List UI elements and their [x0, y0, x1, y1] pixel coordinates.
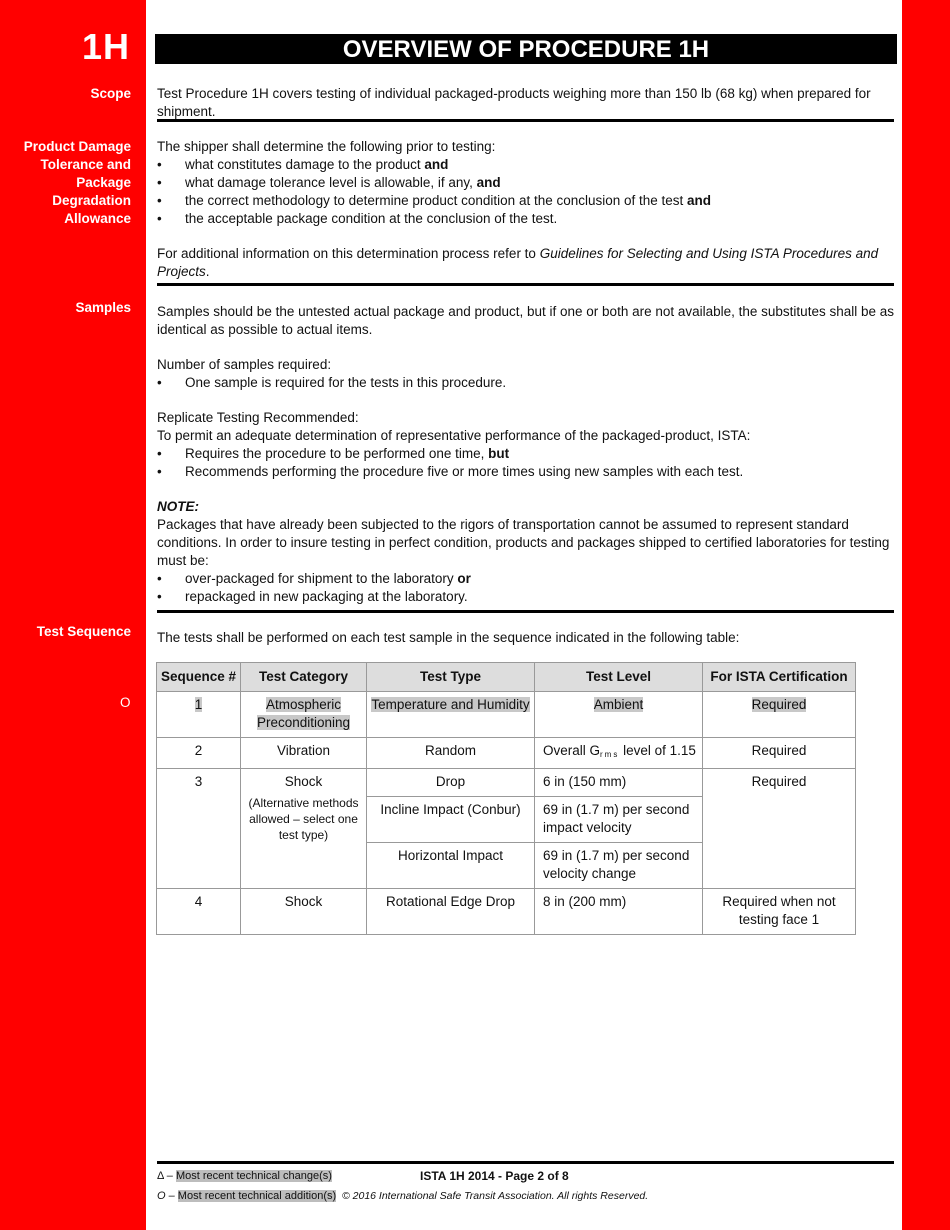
table-cell: 4: [157, 889, 241, 935]
section-divider: [157, 119, 894, 122]
delta-symbol: Δ –: [157, 1170, 176, 1182]
table-row: [157, 769, 856, 797]
table-cell: 8 in (200 mm): [535, 889, 703, 935]
cell-text: 1: [194, 697, 203, 712]
section-label-samples: Samples: [75, 300, 131, 315]
list-item: [157, 156, 897, 174]
table-cell: Incline Impact (Conbur): [367, 797, 535, 843]
list-item: [157, 210, 897, 228]
bullet-text: over-packaged for shipment to the laboratory: [185, 571, 458, 586]
cell-text: Required: [751, 697, 807, 712]
reference-suffix: .: [205, 264, 210, 279]
reference-title: Guidelines for Selecting and Using ISTA Procedures and Projects: [157, 246, 879, 279]
table-cell: 2: [157, 738, 241, 769]
procedure-code: 1H: [81, 26, 130, 67]
footer-divider: [157, 1161, 894, 1164]
section-divider: [157, 610, 894, 613]
table-cell: 69 in (1.7 m) per second velocity change: [535, 843, 703, 889]
bullet-bold: but: [488, 446, 510, 461]
table-cell: Rotational Edge Drop: [367, 889, 535, 935]
page-title: OVERVIEW OF PROCEDURE 1H: [155, 34, 897, 64]
bullet-text: the correct methodology to determine product condition at the conclusion of the test: [185, 193, 688, 208]
right-red-border: [902, 0, 950, 1230]
page-number: ISTA 1H 2014 - Page 2 of 8: [420, 1169, 569, 1183]
bullet-text: repackaged in new packaging at the laboratory.: [185, 589, 468, 604]
cell-subscript: rms: [600, 750, 620, 759]
section-label-scope: Scope: [90, 86, 131, 101]
cell-note: (Alternative methods allowed – select one test type): [248, 796, 359, 842]
scope-text: Test Procedure 1H covers testing of individual packaged-products weighing more than 150 lb (68 kg) when prepared for shipment.: [157, 86, 871, 119]
table-cell: Drop: [367, 769, 535, 797]
column-header: Test Category: [241, 663, 367, 692]
table-cell: 6 in (150 mm): [535, 769, 703, 797]
bullet-bold: and: [424, 157, 449, 172]
table-cell: Required when not testing face 1: [703, 889, 856, 935]
footer-change-legend: [157, 1169, 332, 1183]
reference-prefix: For additional information on this determination process refer to: [157, 246, 540, 261]
table-cell: 3: [157, 769, 241, 889]
list-item: [157, 445, 897, 463]
bullet-text: what constitutes damage to the product: [185, 157, 425, 172]
list-item: [157, 374, 897, 392]
legend-text: Most recent technical addition(s): [177, 1190, 337, 1202]
replicate-label: Replicate Testing Recommended:: [157, 410, 359, 425]
samples-paragraph: Samples should be the untested actual package and product, but if one or both are not available, the substitutes shall be as identical as possible to actual items.: [157, 304, 894, 337]
damage-section: [157, 138, 897, 281]
label-line: Product Damage: [23, 139, 131, 154]
table-cell: [241, 692, 367, 738]
column-header: Test Type: [367, 663, 535, 692]
bullet-text: One sample is required for the tests in this procedure.: [185, 375, 507, 390]
copyright: © 2016 International Safe Transit Association. All rights Reserved.: [342, 1190, 649, 1202]
bullet-text: what damage tolerance level is allowable, if any,: [185, 175, 477, 190]
table-cell: [367, 692, 535, 738]
cell-text: Atmospheric Preconditioning: [256, 697, 351, 730]
note-text: Packages that have already been subjected to the rigors of transportation cannot be assumed to represent standard conditions. In order to insure testing in perfect condition, products and packages shipped to certified laboratories for testing must be:: [157, 517, 890, 568]
label-line: Allowance: [64, 211, 131, 226]
o-symbol: O –: [157, 1190, 178, 1202]
column-header: Sequence #: [157, 663, 241, 692]
table-cell: [241, 769, 367, 889]
section-label-damage: [24, 138, 131, 228]
replicate-intro: To permit an adequate determination of representative performance of the packaged-product, ISTA:: [157, 428, 751, 443]
table-cell: Horizontal Impact: [367, 843, 535, 889]
list-item: [157, 463, 897, 481]
table-cell: Required: [703, 738, 856, 769]
table-cell: Random: [367, 738, 535, 769]
cell-text: Shock: [284, 774, 323, 789]
table-cell: Vibration: [241, 738, 367, 769]
section-label-test-sequence: Test Sequence: [36, 624, 131, 639]
table-cell: [703, 692, 856, 738]
section-divider: [157, 283, 894, 286]
footer-addition-legend: [157, 1189, 336, 1203]
cell-text: Ambient: [593, 697, 644, 712]
bullet-text: Recommends performing the procedure five or more times using new samples with each test.: [185, 464, 744, 479]
table-header-row: [157, 663, 856, 692]
table-cell: Shock: [241, 889, 367, 935]
bullet-bold: or: [457, 571, 471, 586]
test-sequence-table: [156, 662, 856, 935]
note-label-text: NOTE:: [157, 499, 199, 514]
list-item: [157, 174, 897, 192]
damage-reference: [157, 245, 897, 281]
column-header: For ISTA Certification: [703, 663, 856, 692]
table-cell: [157, 692, 241, 738]
samples-section: [157, 303, 897, 606]
list-item: [157, 570, 897, 588]
cell-text: Overall G: [543, 743, 601, 758]
bullet-text: the acceptable package condition at the conclusion of the test.: [185, 211, 558, 226]
note-label: [157, 498, 897, 516]
table-row: [157, 889, 856, 935]
cell-text: level of 1.15: [619, 743, 696, 758]
addition-marker: O: [120, 695, 131, 710]
table-cell: [535, 738, 703, 769]
table-row: [157, 692, 856, 738]
samples-number-label: Number of samples required:: [157, 357, 332, 372]
column-header: Test Level: [535, 663, 703, 692]
label-line: Degradation: [52, 193, 131, 208]
table-cell: Required: [703, 769, 856, 889]
bullet-bold: and: [476, 175, 501, 190]
table-cell: [535, 692, 703, 738]
bullet-text: Requires the procedure to be performed one time,: [185, 446, 489, 461]
label-line: Package: [76, 175, 131, 190]
list-item: [157, 588, 897, 606]
damage-intro: The shipper shall determine the following prior to testing:: [157, 139, 496, 154]
table-row: [157, 738, 856, 769]
bullet-bold: and: [687, 193, 712, 208]
legend-text: Most recent technical change(s): [175, 1170, 332, 1182]
cell-text: Temperature and Humidity: [371, 697, 530, 712]
list-item: [157, 192, 897, 210]
label-line: Tolerance and: [40, 157, 131, 172]
table-cell: 69 in (1.7 m) per second impact velocity: [535, 797, 703, 843]
test-sequence-intro: The tests shall be performed on each test sample in the sequence indicated in the following table:: [157, 630, 740, 645]
